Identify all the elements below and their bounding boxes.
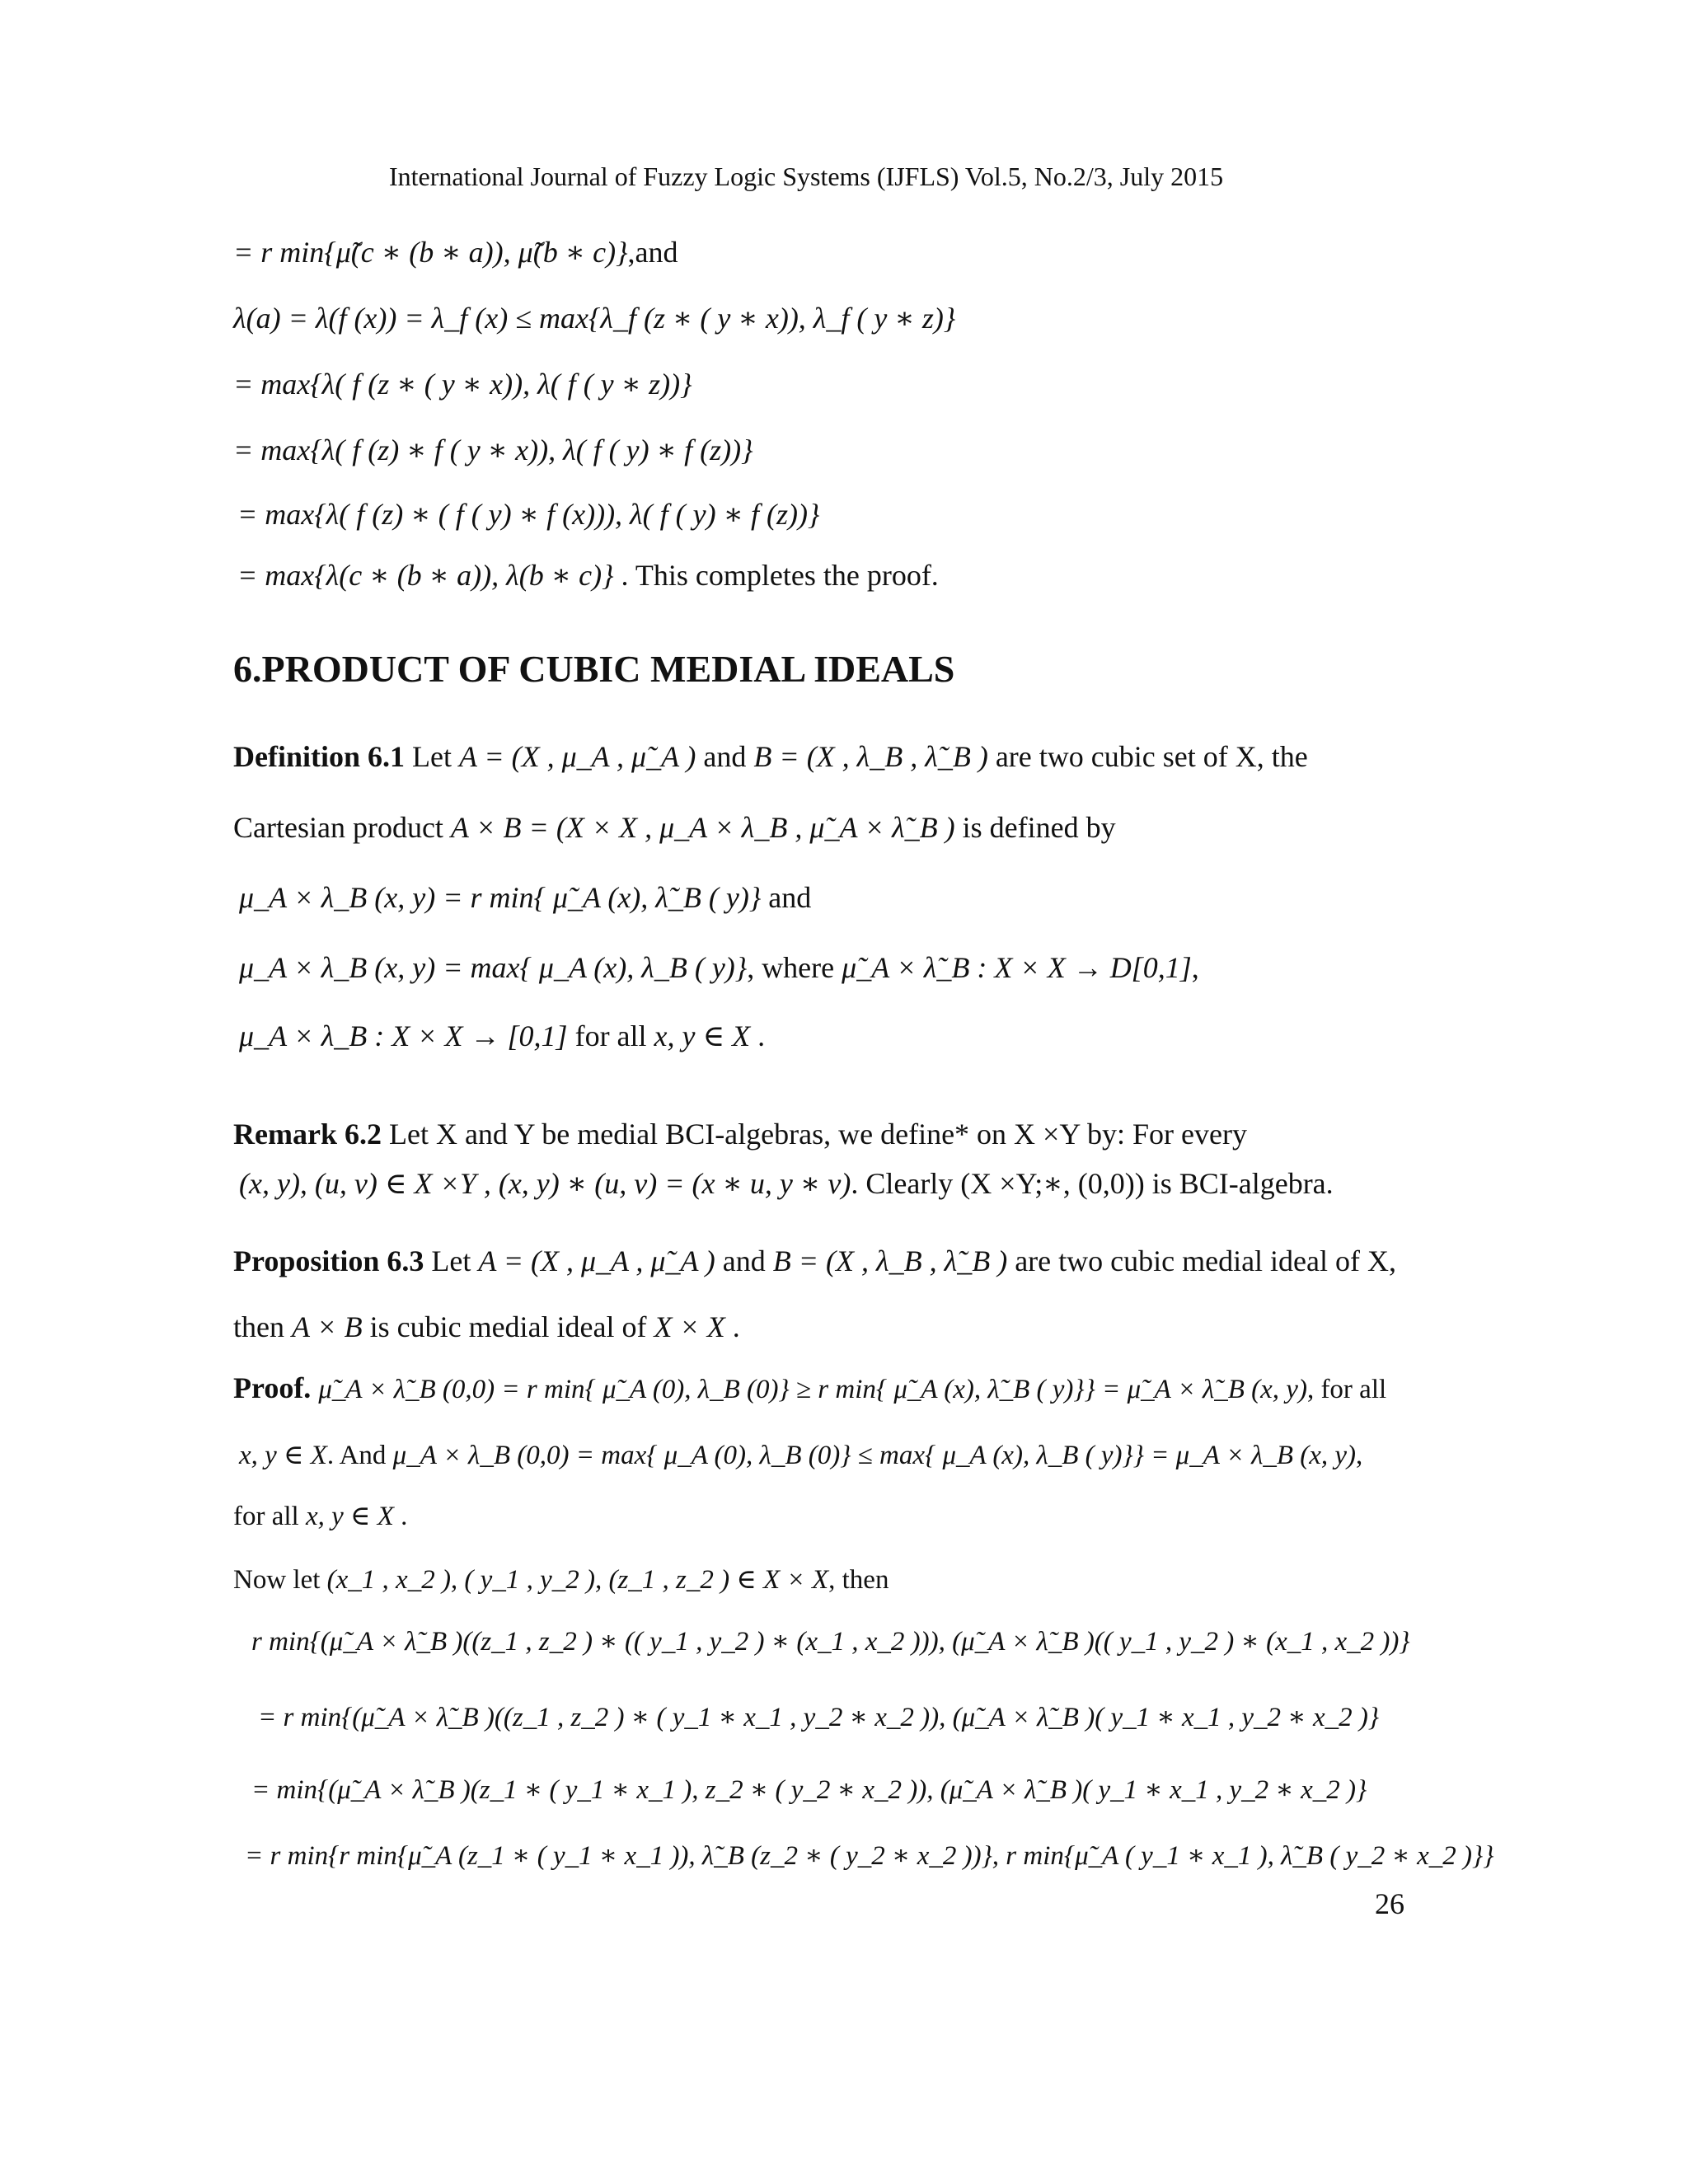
remark-line <box>239 1165 1334 1202</box>
text: is cubic medial ideal of <box>369 1310 647 1343</box>
text: are two cubic set of X, the <box>995 740 1308 773</box>
section-title: 6.PRODUCT OF CUBIC MEDIAL IDEALS <box>233 648 955 690</box>
equation-line: = max{λ( f (z) ∗ f ( y ∗ x)), λ( f ( y) ∗ f (z))} <box>233 434 753 466</box>
equation-line: = max{λ( f (z ∗ ( y ∗ x)), λ( f ( y ∗ z))} <box>233 368 692 401</box>
text: . Clearly (X ×Y;∗, (0,0)) is BCI-algebra. <box>851 1167 1334 1200</box>
remark-label: Remark 6.2 <box>233 1118 382 1151</box>
math: x, y ∈ X <box>305 1502 394 1531</box>
text: . <box>732 1310 740 1343</box>
definition-label: Definition 6.1 <box>233 740 406 773</box>
text: and <box>722 1244 766 1277</box>
equation-suffix: ,and <box>627 236 678 269</box>
proposition-line <box>233 1309 740 1345</box>
proof-line: r min{(μ̃_A × λ̃_B )((z_1 , z_2 ) ∗ (( y_1 , y_2 ) ∗ (x_1 , x_2 ))), (μ̃_A × λ̃_B )(( y_1 , y_2 ) ∗ (x_1 , x_2 ))} <box>251 1627 1410 1657</box>
text: , <box>1191 951 1199 984</box>
text: , then <box>828 1565 889 1595</box>
math: (x_1 , x_2 ), ( y_1 , y_2 ), (z_1 , z_2 ) ∈ X × X <box>326 1565 829 1595</box>
definition-line <box>233 738 1308 775</box>
equation-line <box>233 234 678 270</box>
text: are two cubic medial ideal of X, <box>1015 1244 1397 1277</box>
math: A = (X , μ_A , μ̃_A ) <box>459 740 696 773</box>
proof-line: = r min{r min{μ̃_A (z_1 ∗ ( y_1 ∗ x_1 )), λ̃_B (z_2 ∗ ( y_2 ∗ x_2 ))}, r min{μ̃_A ( y_1 ∗ x_1 ), λ̃_B ( y_2 ∗ x_2 )}} <box>245 1841 1494 1871</box>
proposition-label: Proposition 6.3 <box>233 1244 424 1277</box>
text: , for all <box>1306 1375 1387 1404</box>
definition-line <box>239 879 811 916</box>
proof-line: = r min{(μ̃_A × λ̃_B )((z_1 , z_2 ) ∗ ( y_1 ∗ x_1 , y_2 ∗ x_2 )), (μ̃_A × λ̃_B )( y_1 ∗ x_1 , y_2 ∗ x_2 )} <box>258 1703 1380 1732</box>
text: Let X and Y be medial BCI-algebras, we define* on X ×Y by: For every <box>388 1118 1247 1151</box>
math: (x, y), (u, v) ∈ X ×Y , (x, y) ∗ (u, v) = (x ∗ u, y ∗ v) <box>239 1167 851 1200</box>
math: μ_A × λ_B : X × X → [0,1] <box>239 1019 568 1052</box>
math: μ_A × λ_B (x, y) = r min{ μ̃_A (x), λ̃_B ( y)} <box>239 881 762 914</box>
text: and <box>768 881 812 914</box>
proof-line <box>233 1370 1386 1408</box>
text: is defined by <box>962 811 1116 844</box>
math: B = (X , λ_B , λ̃_B ) <box>772 1244 1008 1277</box>
equation-suffix: . This completes the proof. <box>621 559 939 592</box>
definition-line <box>239 949 1199 986</box>
text: Cartesian product <box>233 811 443 844</box>
remark-line <box>233 1116 1247 1152</box>
text: for all <box>233 1502 299 1531</box>
math: μ_A × λ_B (0,0) = max{ μ_A (0), λ_B (0)} ≤ max{ μ_A (x), λ_B ( y)}} = μ_A × λ_B (x, y) <box>392 1441 1357 1470</box>
math: x, y ∈ X <box>239 1441 327 1470</box>
text: . <box>757 1019 766 1052</box>
proof-line <box>233 1498 407 1535</box>
text: , <box>1356 1441 1363 1470</box>
text: . And <box>326 1441 387 1470</box>
text: , where <box>747 951 835 984</box>
math: B = (X , λ_B , λ̃_B ) <box>753 740 988 773</box>
journal-header: International Journal of Fuzzy Logic Systems (IJFLS) Vol.5, No.2/3, July 2015 <box>389 162 1224 191</box>
text: Now let <box>233 1565 321 1595</box>
text: for all <box>574 1019 647 1052</box>
math: μ̃_A × λ̃_B (0,0) = r min{ μ̃_A (0), λ_B (0)} ≥ r min{ μ̃_A (x), λ̃_B ( y)}} = μ̃_A × λ̃_B (x, y) <box>318 1375 1307 1404</box>
equation-line: λ(a) = λ(f (x)) = λ_f (x) ≤ max{λ_f (z ∗ ( y ∗ x)), λ_f ( y ∗ z)} <box>233 302 956 335</box>
math: x, y ∈ X <box>654 1019 751 1052</box>
equation: = max{λ(c ∗ (b ∗ a)), λ(b ∗ c)} <box>237 559 614 592</box>
text: then <box>233 1310 284 1343</box>
proof-line <box>239 1437 1362 1474</box>
definition-line <box>233 809 1116 846</box>
equation: = r min{μ̃(c ∗ (b ∗ a)), μ̃(b ∗ c)} <box>233 236 628 269</box>
proof-label: Proof. <box>233 1371 312 1404</box>
definition-line <box>239 1018 765 1054</box>
text: . <box>401 1502 408 1531</box>
page-number: 26 <box>1375 1887 1404 1920</box>
proof-line: = min{(μ̃_A × λ̃_B )(z_1 ∗ ( y_1 ∗ x_1 ), z_2 ∗ ( y_2 ∗ x_2 )), (μ̃_A × λ̃_B )( y_1 ∗ x_1 , y_2 ∗ x_2 )} <box>251 1775 1367 1805</box>
equation-line: = max{λ( f (z) ∗ ( f ( y) ∗ f (x))), λ( f ( y) ∗ f (z))} <box>237 498 820 531</box>
proof-line <box>233 1562 889 1598</box>
math: A × B = (X × X , μ_A × λ_B , μ̃_A × λ̃_B ) <box>450 811 955 844</box>
text: Let <box>412 740 452 773</box>
math: μ_A × λ_B (x, y) = max{ μ_A (x), λ_B ( y)} <box>239 951 748 984</box>
math: A × B <box>291 1310 363 1343</box>
text: and <box>703 740 747 773</box>
equation-line <box>237 557 939 593</box>
proposition-line <box>233 1243 1396 1279</box>
math: A = (X , μ_A , μ̃_A ) <box>478 1244 715 1277</box>
math: X × X <box>654 1310 725 1343</box>
math: μ̃_A × λ̃_B : X × X → D[0,1] <box>842 951 1192 984</box>
text: Let <box>431 1244 471 1277</box>
